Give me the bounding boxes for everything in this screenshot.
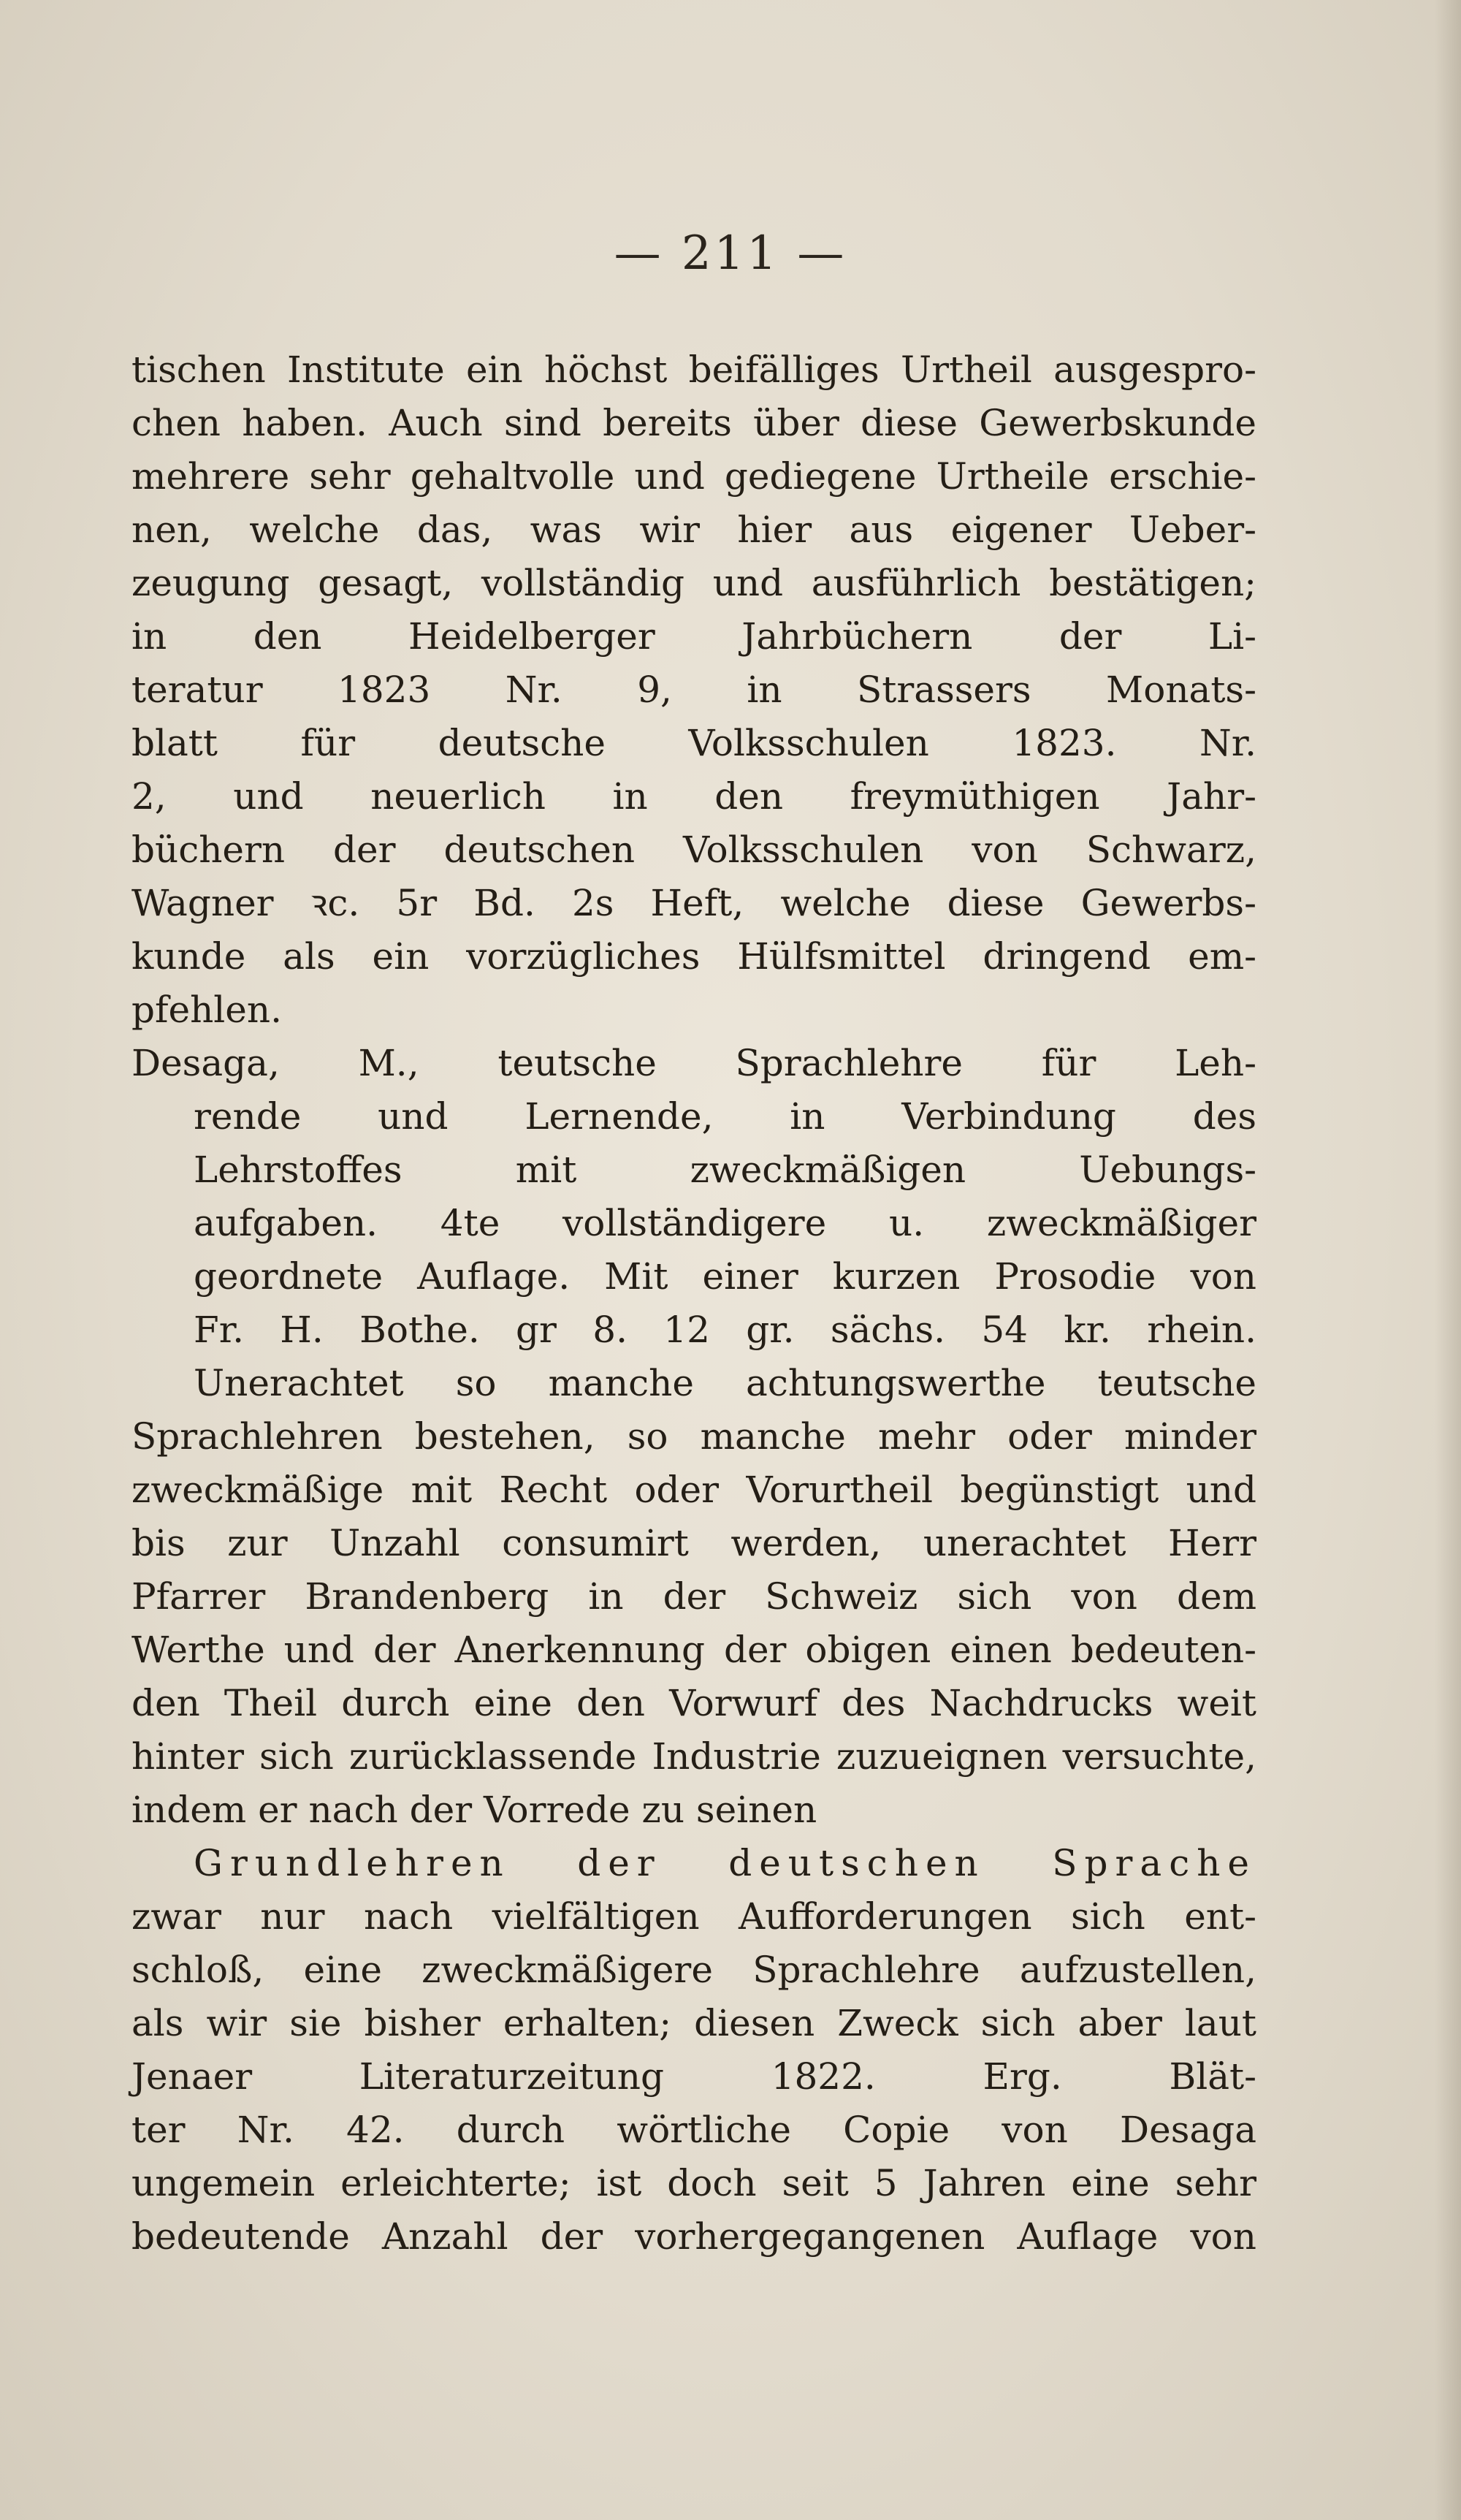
text-line: pfehlen. — [131, 989, 282, 1031]
page-number: — 211 — — [614, 227, 847, 281]
text-line: zweckmäßige mit Recht oder Vorurtheil begünstigt und — [131, 1469, 1256, 1511]
text-line: Lehrstoffes mit zweckmäßigen Uebungs- — [194, 1149, 1256, 1191]
text-line: hinter sich zurücklassende Industrie zuzueignen versuchte, — [131, 1735, 1256, 1778]
text-line: rende und Lernende, in Verbindung des — [194, 1095, 1256, 1138]
text-line: kunde als ein vorzügliches Hülfsmittel dringend em- — [131, 935, 1256, 978]
text-line: Fr. H. Bothe. gr 8. 12 gr. sächs. 54 kr. rhein. — [194, 1309, 1256, 1351]
entry-heading-line: Desaga, M., teutsche Sprachlehre für Leh- — [131, 1042, 1256, 1084]
text-line: geordnete Auflage. Mit einer kurzen Prosodie von — [194, 1255, 1256, 1298]
text-line: Pfarrer Brandenberg in der Schweiz sich von dem — [131, 1575, 1256, 1618]
text-line: 2, und neuerlich in den freymüthigen Jahr- — [131, 775, 1256, 818]
text-line: nen, welche das, was wir hier aus eigener Ueber- — [131, 509, 1256, 551]
text-line: zeugung gesagt, vollständig und ausführlich bestätigen; — [131, 562, 1256, 604]
bibliographic-entry — [131, 1037, 1256, 1357]
text-line: chen haben. Auch sind bereits über diese Gewerbskunde — [131, 402, 1256, 444]
book-title-line: Grundlehren der deutschen Sprache — [194, 1842, 1256, 1884]
paragraph-continuation — [131, 343, 1256, 1037]
text-line: Sprachlehren bestehen, so manche mehr oder minder — [131, 1415, 1256, 1458]
text-line: bis zur Unzahl consumirt werden, unerachtet Herr — [131, 1522, 1256, 1564]
text-line: bedeutende Anzahl der vorhergegangenen Auflage von — [131, 2215, 1256, 2258]
review-paragraph-continued — [131, 1837, 1256, 2264]
text-line: Jenaer Literaturzeitung 1822. Erg. Blät- — [131, 2055, 1256, 2098]
text-line: als wir sie bisher erhalten; diesen Zweck sich aber laut — [131, 2002, 1256, 2044]
text-line: schloß, eine zweckmäßigere Sprachlehre aufzustellen, — [131, 1949, 1256, 1991]
text-line: Werthe und der Anerkennung der obigen einen bedeuten- — [131, 1629, 1256, 1671]
text-line: teratur 1823 Nr. 9, in Strassers Monats- — [131, 669, 1256, 711]
text-line: Wagner ꝛc. 5r Bd. 2s Heft, welche diese Gewerbs- — [131, 882, 1256, 924]
text-line: den Theil durch eine den Vorwurf des Nachdrucks weit — [131, 1682, 1256, 1724]
text-line: ter Nr. 42. durch wörtliche Copie von Desaga — [131, 2109, 1256, 2151]
page-edge-shadow — [1435, 0, 1461, 2520]
body-text — [131, 343, 1256, 2264]
review-paragraph — [131, 1357, 1256, 1837]
text-line: aufgaben. 4te vollständigere u. zweckmäßiger — [194, 1202, 1256, 1244]
text-line: tischen Institute ein höchst beifälliges Urtheil ausgespro- — [131, 349, 1256, 391]
text-line: Unerachtet so manche achtungswerthe teutsche — [194, 1362, 1256, 1404]
text-line: ungemein erleichterte; ist doch seit 5 Jahren eine sehr — [131, 2162, 1256, 2204]
text-line: blatt für deutsche Volksschulen 1823. Nr. — [131, 722, 1256, 764]
text-line: büchern der deutschen Volksschulen von Schwarz, — [131, 829, 1256, 871]
text-line: in den Heidelberger Jahrbüchern der Li- — [131, 615, 1256, 658]
text-line: mehrere sehr gehaltvolle und gediegene Urtheile erschie- — [131, 455, 1256, 498]
text-line: indem er nach der Vorrede zu seinen — [131, 1789, 817, 1831]
text-line: zwar nur nach vielfältigen Aufforderungen sich ent- — [131, 1895, 1256, 1938]
